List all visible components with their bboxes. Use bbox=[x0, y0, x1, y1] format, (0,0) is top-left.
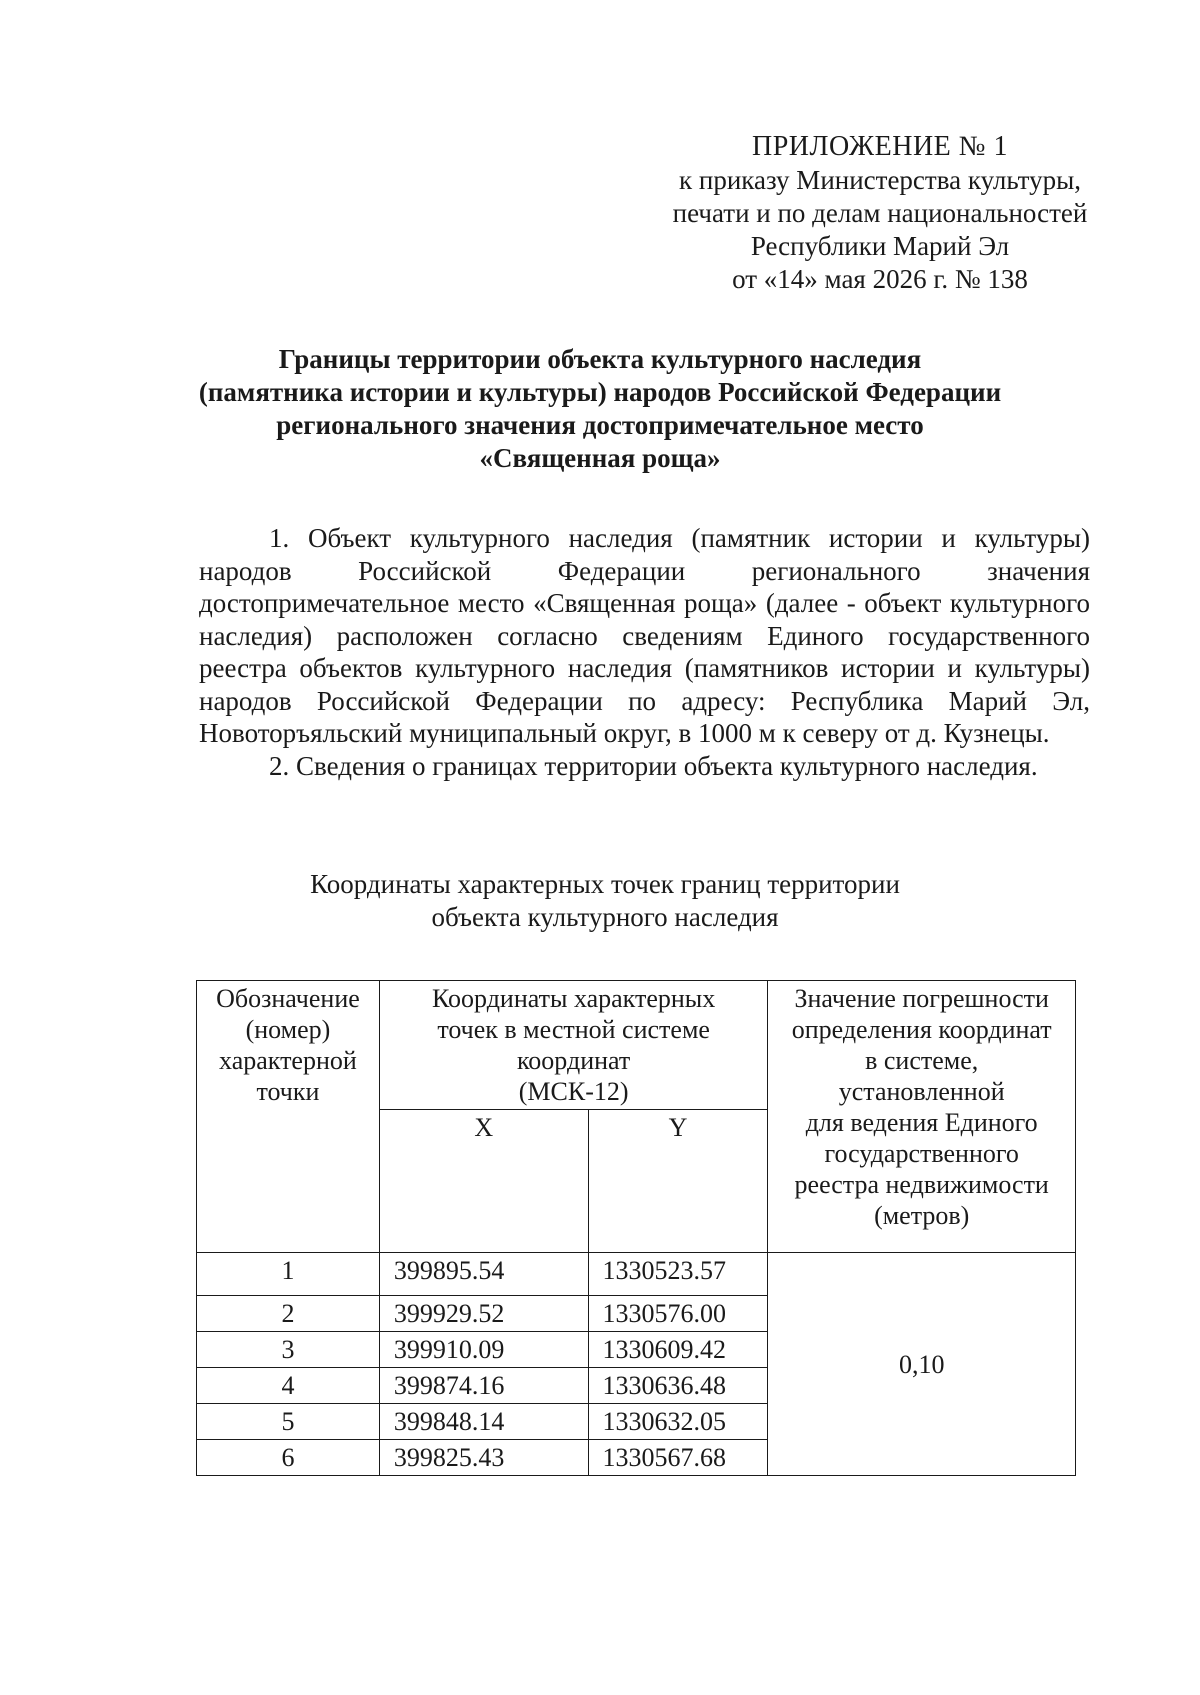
header-y: Y bbox=[588, 1110, 768, 1253]
cell-point: 5 bbox=[197, 1404, 380, 1440]
header-line: определения координат bbox=[791, 1015, 1052, 1044]
caption-line: Координаты характерных точек границ территории bbox=[310, 869, 900, 899]
cell-x: 399929.52 bbox=[379, 1296, 588, 1332]
header-line: реестра недвижимости bbox=[794, 1170, 1049, 1199]
cell-point: 6 bbox=[197, 1440, 380, 1476]
header-line: (номер) bbox=[245, 1015, 331, 1044]
appendix-line: к приказу Министерства культуры, bbox=[679, 165, 1081, 195]
header-error bbox=[768, 981, 1076, 1253]
header-line: Координаты характерных bbox=[431, 984, 716, 1013]
title-line: (памятника истории и культуры) народов Российской Федерации bbox=[198, 377, 1002, 407]
appendix-line: от «14» мая 2026 г. № 138 bbox=[732, 264, 1028, 294]
appendix-line: печати и по делам национальностей bbox=[672, 198, 1088, 228]
table-caption bbox=[240, 868, 970, 934]
header-line: (МСК-12) bbox=[518, 1077, 629, 1106]
cell-point: 2 bbox=[197, 1296, 380, 1332]
cell-error-value: 0,10 bbox=[768, 1253, 1076, 1476]
caption-line: объекта культурного наследия bbox=[431, 902, 779, 932]
header-line: для ведения Единого bbox=[805, 1108, 1038, 1137]
cell-x: 399910.09 bbox=[379, 1332, 588, 1368]
paragraph-2: 2. Сведения о границах территории объекта культурного наследия. bbox=[269, 750, 1038, 781]
title-line: «Священная роща» bbox=[479, 443, 721, 473]
cell-x: 399874.16 bbox=[379, 1368, 588, 1404]
coordinates-table bbox=[196, 980, 1076, 1476]
header-coordinates bbox=[379, 981, 768, 1110]
cell-x: 399825.43 bbox=[379, 1440, 588, 1476]
cell-y: 1330632.05 bbox=[588, 1404, 768, 1440]
cell-point: 3 bbox=[197, 1332, 380, 1368]
header-line: установленной bbox=[838, 1077, 1005, 1106]
header-line: Значение погрешности bbox=[794, 984, 1049, 1013]
cell-x: 399895.54 bbox=[379, 1253, 588, 1296]
body-text bbox=[199, 522, 1090, 782]
cell-point: 1 bbox=[197, 1253, 380, 1296]
appendix-line: Республики Марий Эл bbox=[750, 231, 1010, 261]
header-line: точек в местной системе bbox=[437, 1015, 710, 1044]
header-line: Обозначение bbox=[216, 984, 360, 1013]
header-x: X bbox=[379, 1110, 588, 1253]
cell-y: 1330609.42 bbox=[588, 1332, 768, 1368]
cell-point: 4 bbox=[197, 1368, 380, 1404]
header-point bbox=[197, 981, 380, 1253]
table-header-row bbox=[197, 981, 1076, 1110]
cell-y: 1330636.48 bbox=[588, 1368, 768, 1404]
header-line: характерной bbox=[219, 1046, 357, 1075]
header-line: координат bbox=[517, 1046, 631, 1075]
header-line: государственного bbox=[824, 1139, 1019, 1168]
cell-y: 1330523.57 bbox=[588, 1253, 768, 1296]
document-title bbox=[150, 343, 1050, 475]
paragraph-1: 1. Объект культурного наследия (памятник истории и культуры) народов Российской Федерации регионального значения достопримечательное место «Священная роща» (далее - объект культурного наследия) расположен согласно сведениям Единого государственного реестра объектов культурного наследия (памятников истории и культуры) народов Российской Федерации по адресу: Республика Марий Эл, Новоторъяльский муниципальный округ, в 1000 м к северу от д. Кузнецы. bbox=[199, 523, 1090, 748]
header-line: (метров) bbox=[874, 1201, 970, 1230]
header-line: в системе, bbox=[865, 1046, 979, 1075]
table-row bbox=[197, 1253, 1076, 1296]
title-line: Границы территории объекта культурного наследия bbox=[278, 344, 922, 374]
appendix-heading: ПРИЛОЖЕНИЕ № 1 bbox=[752, 131, 1008, 162]
title-line: регионального значения достопримечательное место bbox=[276, 410, 924, 440]
cell-x: 399848.14 bbox=[379, 1404, 588, 1440]
appendix-block bbox=[640, 130, 1120, 296]
header-line: точки bbox=[256, 1077, 320, 1106]
cell-y: 1330576.00 bbox=[588, 1296, 768, 1332]
cell-y: 1330567.68 bbox=[588, 1440, 768, 1476]
